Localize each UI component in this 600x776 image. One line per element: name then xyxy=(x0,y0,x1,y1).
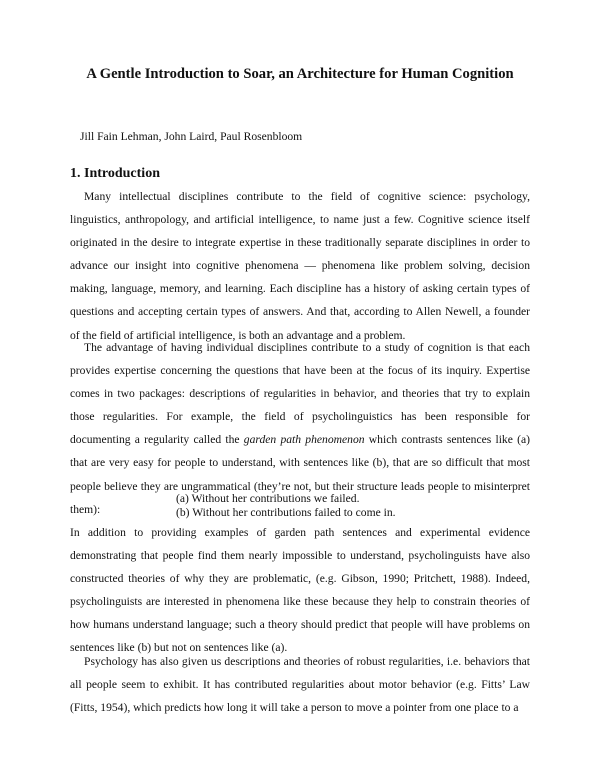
paragraph-intro: Many intellectual disciplines contribute to the field of cognitive science: psychology, linguistics, anthropology, and artificial intelligence, to name just a few. Cognitive science itself originated in the desire to integrate expertise in these traditionally separate disciplines in order to advance our insight into cognitive phenomena — phenomena like problem solving, decision making, language, memory, and learning. Each discipline has a history of asking certain types of questions and accepting certain types of answers. And that, according to Allen Newell, a founder of the field of artificial intelligence, is both an advantage and a problem. xyxy=(70,190,530,342)
example-sentence-a: (a) Without her contributions we failed. xyxy=(176,492,360,505)
paragraph-advantage-text-2: which contrasts sentences like (a) that are very easy for people to understand, with sentences like (b), that are so difficult that most people believe they are ungrammatical (they’re not, but their structure leads people to misinterpret them): xyxy=(70,433,530,516)
paragraph-advantage-text-1: The advantage of having individual disciplines contribute to a study of cognition is that each provides expertise concerning the questions that have been at the focus of its inquiry. Expertise comes in two packages: descriptions of regularities in behavior, and theories that try to explain those regularities. For example, the field of psycholinguistics has been responsible for documenting a regularity called the xyxy=(70,341,530,447)
example-sentences xyxy=(176,492,396,520)
author-list: Jill Fain Lehman, John Laird, Paul Rosenbloom xyxy=(80,130,303,143)
paragraph-psychology: Psychology has also given us descriptions and theories of robust regularities, i.e. behaviors that all people seem to exhibit. It has contributed regularities about motor behavior (e.g. Fitts’ Law (Fitts, 1954), which predicts how long it will take a person to move a pointer from one place to a xyxy=(70,655,530,715)
paper-title: A Gentle Introduction to Soar, an Architecture for Human Cognition xyxy=(86,66,514,82)
section-heading: 1. Introduction xyxy=(70,166,160,181)
example-sentence-b: (b) Without her contributions failed to come in. xyxy=(176,506,396,519)
garden-path-term: garden path phenomenon xyxy=(243,433,365,447)
paragraph-garden-path-theories: In addition to providing examples of garden path sentences and experimental evidence demonstrating that people find them nearly impossible to understand, psycholinguists have also constructed theories of why they are problematic, (e.g. Gibson, 1990; Pritchett, 1988). Indeed, psycholinguists are interested in phenomena like these because they help to constrain theories of how humans understand language; such a theory should predict that people will have problems on sentences like (b) but not on sentences like (a). xyxy=(70,526,530,655)
